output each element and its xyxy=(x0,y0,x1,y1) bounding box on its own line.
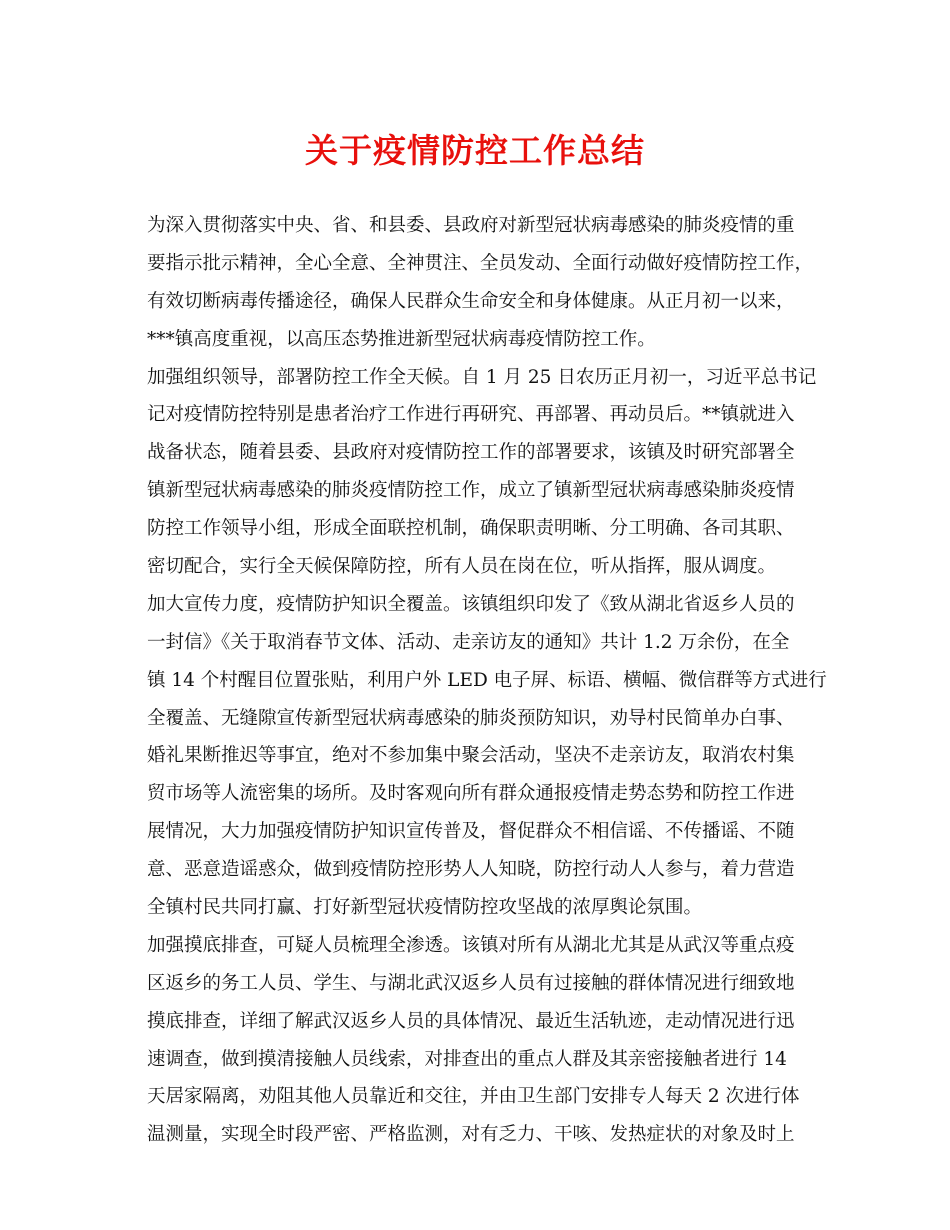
text-line: 区返乡的务工人员、学生、与湖北武汉返乡人员有过接触的群体情况进行细致地 xyxy=(147,972,795,994)
text-line: 镇 14 个村醒目位置张贴，利用户外 LED 电子屏、标语、横幅、微信群等方式进行 xyxy=(147,669,827,691)
text-line: 全覆盖、无缝隙宣传新型冠状病毒感染的肺炎预防知识，劝导村民简单办白事、 xyxy=(147,707,795,729)
text-line: ***镇高度重视，以高压态势推进新型冠状病毒疫情防控工作。 xyxy=(147,328,656,350)
text-line: 展情况，大力加强疫情防护知识宣传普及，督促群众不相信谣、不传播谣、不随 xyxy=(147,821,795,843)
text-line: 贸市场等人流密集的场所。及时客观向所有群众通报疫情走势态势和防控工作进 xyxy=(147,783,795,805)
text-line: 温测量，实现全时段严密、严格监测，对有乏力、干咳、发热症状的对象及时上 xyxy=(147,1124,795,1146)
text-line: 意、恶意造谣惑众，做到疫情防控形势人人知晓，防控行动人人参与，着力营造 xyxy=(147,859,795,881)
text-line: 为深入贯彻落实中央、省、和县委、县政府对新型冠状病毒感染的肺炎疫情的重 xyxy=(147,215,795,236)
text-line: 镇新型冠状病毒感染的肺炎疫情防控工作，成立了镇新型冠状病毒感染肺炎疫情 xyxy=(147,480,795,502)
text-line: 全镇村民共同打赢、打好新型冠状疫情防控攻坚战的浓厚舆论氛围。 xyxy=(147,897,703,919)
text-line: 婚礼果断推迟等事宜，绝对不参加集中聚会活动，坚决不走亲访友，取消农村集 xyxy=(147,745,795,767)
text-line: 防控工作领导小组，形成全面联控机制，确保职责明晰、分工明确、各司其职、 xyxy=(147,518,795,540)
text-line: 战备状态，随着县委、县政府对疫情防控工作的部署要求，该镇及时研究部署全 xyxy=(147,442,795,464)
text-line: 速调查，做到摸清接触人员线索，对排查出的重点人群及其亲密接触者进行 14 xyxy=(147,1048,787,1070)
text-line: 记对疫情防控特别是患者治疗工作进行再研究、再部署、再动员后。**镇就进入 xyxy=(147,404,795,426)
text-line: 有效切断病毒传播途径，确保人民群众生命安全和身体健康。从正月初一以来， xyxy=(147,290,795,312)
text-line: 天居家隔离，劝阻其他人员靠近和交往，并由卫生部门安排专人每天 2 次进行体 xyxy=(147,1086,800,1108)
document-body xyxy=(147,207,827,1154)
text-line: 密切配合，实行全天候保障防控，所有人员在岗在位，听从指挥，服从调度。 xyxy=(147,556,777,578)
document-title: 关于疫情防控工作总结 xyxy=(305,131,645,170)
text-line: 加强摸底排查，可疑人员梳理全渗透。该镇对所有从湖北尤其是从武汉等重点疫 xyxy=(147,934,795,956)
text-line: 一封信》《关于取消春节文体、活动、走亲访友的通知》共计 1.2 万余份，在全 xyxy=(147,631,790,653)
text-line: 要指示批示精神，全心全意、全神贯注、全员发动、全面行动做好疫情防控工作， xyxy=(147,252,814,274)
text-line: 加强组织领导，部署防控工作全天候。自 1 月 25 日农历正月初一，习近平总书记 xyxy=(147,366,817,388)
text-line: 摸底排查，详细了解武汉返乡人员的具体情况、最近生活轨迹，走动情况进行迅 xyxy=(147,1010,795,1032)
text-line: 加大宣传力度，疫情防护知识全覆盖。该镇组织印发了《致从湖北省返乡人员的 xyxy=(147,593,795,615)
